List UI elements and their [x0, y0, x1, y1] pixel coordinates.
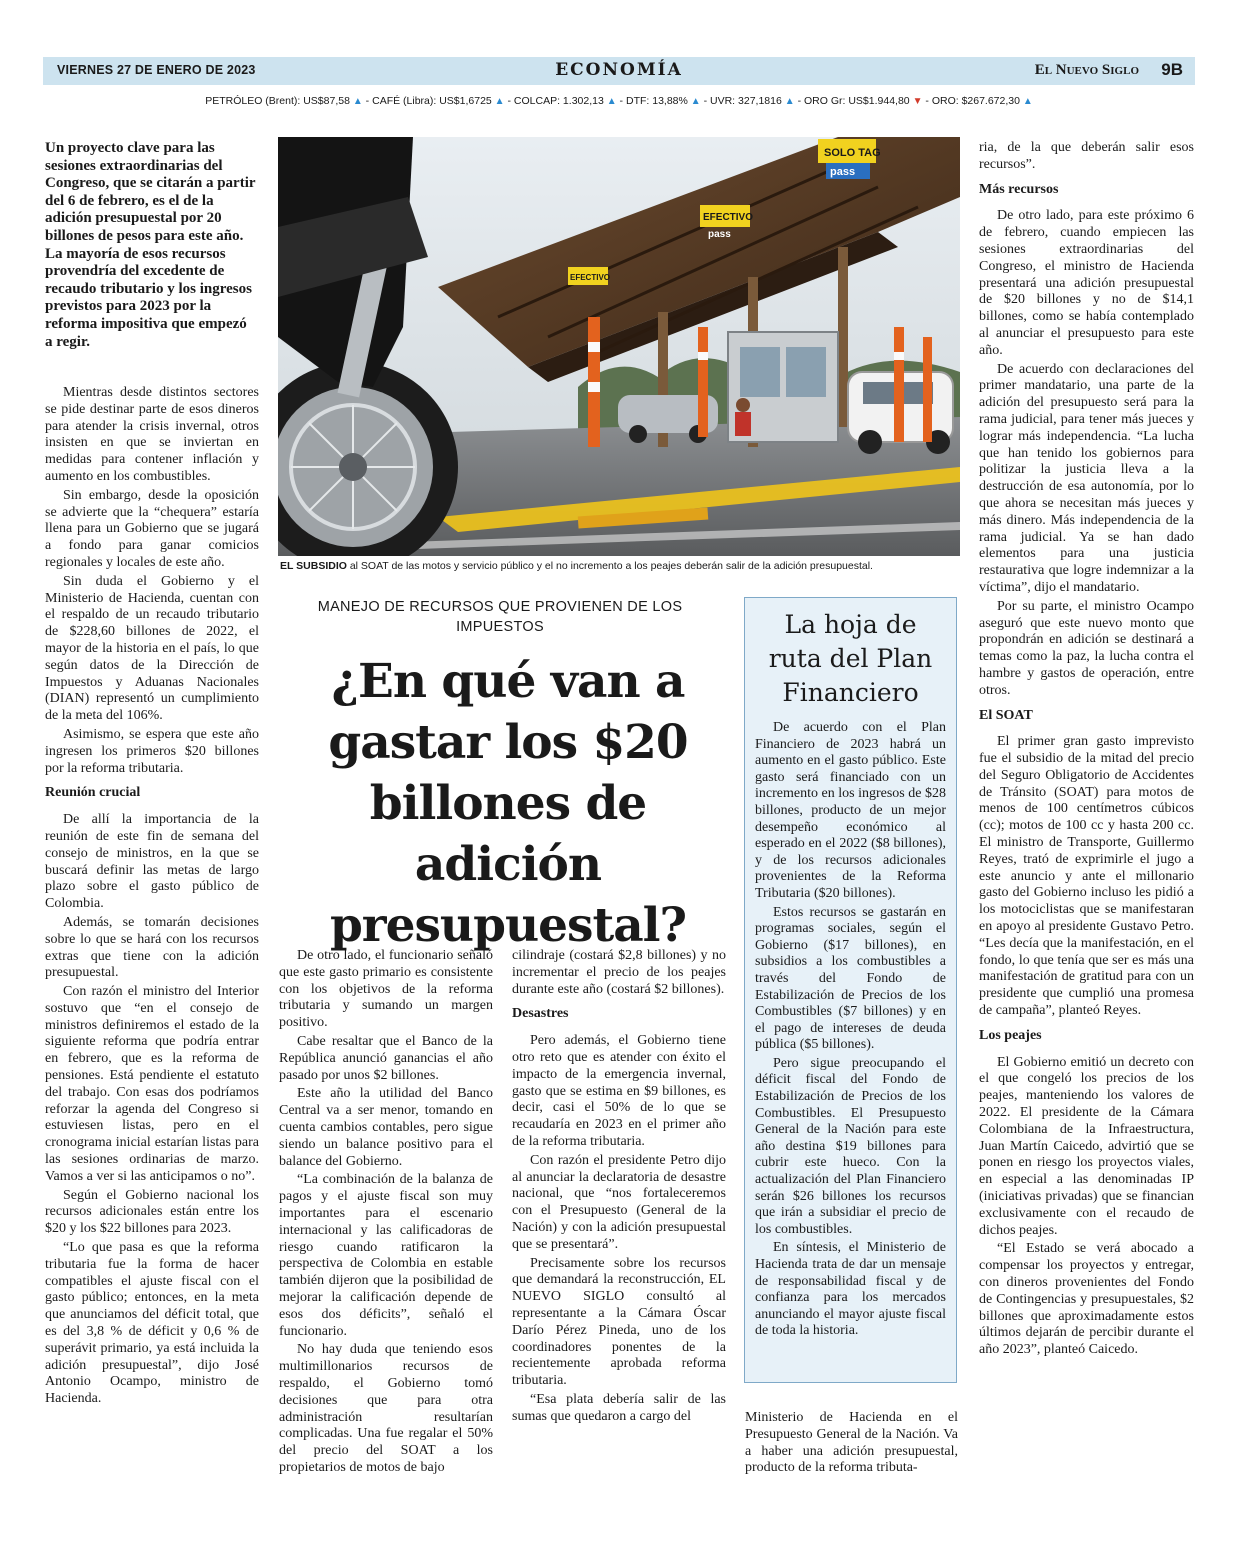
paragraph: El primer gran gasto imprevisto fue el subsidio de la mitad del precio del Seguro Obligatorio de Accidentes de Tránsito (SOAT) para motos de menos de 100 centímetros cúbicos (cc); motos de 100 cc y hasta 200 cc. El ministro de Transporte, Guillermo Reyes, trató de exprimirle el jugo a este anuncio y ante el millonario gasto del Gobierno incluso les pidió a los motociclistas que se manifestaran en apoyo al presidente Gustavo Petro. “Les decía que la manifestación, en el fondo, lo que tenía que ser es más una manifestación de gratitud para con un presidente que cumplió una promesa de campaña”, planteó Reyes. — [979, 734, 1194, 1019]
paragraph: Cabe resaltar que el Banco de la República anunció ganancias el año pasado por unos $2 billones. — [279, 1033, 493, 1083]
ticker-item: ORO Gr: US$1.944,80 ▼ — [804, 95, 923, 107]
photo-caption — [280, 560, 960, 572]
sidebar-title: La hoja de ruta del Plan Financiero — [768, 610, 933, 707]
paragraph: Estos recursos se gastarán en programas sociales, según el Gobierno ($17 billones), en subsidios a los combustibles a través del Fondo de Estabilización de Precios de los Combustibles ($7 billones) y en el pago de intereses de deuda pública ($5 billones). — [755, 904, 946, 1053]
paragraph: El Gobierno emitió un decreto con el que congeló los precios de los peajes, manteniendo los valores de 2022. El presidente de la Cámara Colombiana de la Infraestructura, Juan Martín Caicedo, advirtió que se ponen en riesgo los proyectos viales, en especial a las denominadas IP (iniciativas privadas) que se financian exclusivamente con el recaudo de dichos peajes. — [979, 1054, 1194, 1238]
paragraph: De allí la importancia de la reunión de este fin de semana del consejo de ministros, en la que se buscará definir las metas de largo plazo sobre el gasto público de Colombia. — [45, 812, 259, 912]
svg-text:pass: pass — [830, 166, 856, 178]
arrow-up-icon: ▲ — [784, 96, 795, 107]
sidebar-box — [744, 597, 957, 1383]
headline: ¿En qué van a gastar los $20 billones de adición presupuestal? — [328, 654, 688, 953]
ticker-item: UVR: 327,1816 ▲ — [710, 95, 795, 107]
subheading: Reunión crucial — [45, 785, 141, 801]
page-number: 9B — [1161, 60, 1183, 79]
svg-text:SOLO TAG: SOLO TAG — [824, 147, 881, 159]
toll-booth-illustration — [278, 137, 960, 556]
article-column-2 — [279, 948, 493, 1479]
caption-text: al SOAT de las motos y servicio público y el no incremento a los peajes deberán salir de la adición presupuestal. — [346, 560, 873, 572]
ticker-item: DTF: 13,88% ▲ — [625, 95, 701, 107]
header-bar — [43, 57, 1195, 85]
arrow-up-icon: ▲ — [494, 96, 505, 107]
paragraph: cilindraje (costará $2,8 billones) y no incrementar el precio de los peajes durante este año (costará $2 billones). — [512, 948, 726, 997]
issue-date: VIERNES 27 DE ENERO DE 2023 — [57, 63, 256, 77]
paragraph: De otro lado, para este próximo 6 de febrero, cuando empiecen las sesiones extraordinarias del Congreso, el ministro de Hacienda presentará una adición presupuestal de $20 billones y no de $14,1 billones, como se había contemplado al anunciar el presupuesto para este año. — [979, 208, 1194, 358]
arrow-up-icon: ▲ — [690, 96, 701, 107]
headline-kicker: MANEJO DE RECURSOS QUE PROVIENEN DE LOS IMPUESTOS — [317, 599, 683, 635]
paragraph: Además, se tomarán decisiones sobre lo que se hará con los recursos extras que tiene con la adición presupuestal. — [45, 914, 259, 981]
paragraph: Mientras desde distintos sectores se pide destinar parte de esos dineros para atender la crisis invernal, otros insisten en que se inviertan en medidas para contener inflación y aumento en los combustibles. — [45, 385, 259, 484]
article-lead: Un proyecto clave para las sesiones extraordinarias del Congreso, que se citarán a partir del 6 de febrero, es el de la adición presupuestal por 20 billones de pesos para este año. La mayoría de esos recursos provendría del excedente de recaudo tributario y los ingresos previstos para 2023 por la reforma impositiva que empezó a regir. — [45, 140, 256, 350]
paragraph: Según el Gobierno nacional los recursos adicionales están entre los $20 y los $22 billones para 2023. — [45, 1187, 259, 1237]
paragraph: No hay duda que teniendo esos multimillonarios recursos de respaldo, el Gobierno tomó decisiones que para otra administración resultarían complicadas. Una fue regalar el 50% del precio del SOAT a los propietarios de motos de bajo — [279, 1342, 493, 1475]
paragraph: Precisamente sobre los recursos que demandará la reconstrucción, EL NUEVO SIGLO consultó al representante a la Cámara Óscar Darío Pérez Pineda, uno de los coordinadores ponentes de la recientemente aprobada reforma tributaria. — [512, 1255, 726, 1389]
ticker-item: CAFÉ (Libra): US$1,6725 ▲ — [372, 95, 505, 107]
paragraph: En síntesis, el Ministerio de Hacienda trata de dar un mensaje de responsabilidad fiscal y de confianza para los mercados anunciando el mayor ajuste fiscal de toda la historia. — [755, 1240, 946, 1339]
svg-text:pass: pass — [708, 229, 731, 240]
svg-text:EFECTIVO: EFECTIVO — [570, 273, 611, 282]
paragraph: “Esa plata debería salir de las sumas que quedaron a cargo del — [512, 1391, 726, 1424]
paragraph: “La combinación de la balanza de pagos y el ajuste fiscal son muy importantes para el escenario internacional y las calificadoras de riesgo cuando ratificaron la perspectiva de Colombia en estable también dijeron que la posibilidad de mejorar la calificación depende de esos dos déficits”, señaló el funcionario. — [279, 1172, 493, 1339]
subheading: El SOAT — [979, 707, 1033, 723]
paragraph: Con razón el ministro del Interior sostuvo que “en el consejo de ministros definiremos el estado de la siguiente reforma que podría entrar en febrero, que es la reforma de pensiones. Está pendiente el estatuto del trabajo. Con esas dos podríamos reforzar la agenda del Congreso si estuviesen listas, pero en el cronograma inicial estarían listas para las sesiones ordinarias de marzo. Vamos a ver si las anticipamos o no”. — [45, 984, 259, 1184]
ticker-item: COLCAP: 1.302,13 ▲ — [513, 95, 617, 107]
svg-text:EFECTIVO: EFECTIVO — [703, 212, 754, 223]
paragraph: Ministerio de Hacienda en el Presupuesto General de la Nación. Va a haber una adición presupuestal, producto de la reforma tributa- — [745, 1410, 958, 1476]
article-column-3 — [512, 948, 726, 1428]
paragraph: ria, de la que deberán salir esos recursos”. — [979, 140, 1194, 172]
article-column-1 — [45, 385, 259, 1410]
subheading: Más recursos — [979, 181, 1059, 197]
paragraph: Por su parte, el ministro Ocampo aseguró que este nuevo monto que propondrán en adición se destinará a temas como la paz, la lucha contra el hambre y gastos de operación, entre otros. — [979, 598, 1194, 698]
paragraph: De acuerdo con declaraciones del primer mandatario, una parte de la adición del presupuesto será para la rama judicial, para tener más jueces y lograr más independencia. “La lucha que han tenido los gobiernos para politizar la justicia lleva a la destrucción de esa autonomía, por lo que ahora se necesitan más jueces y más dinero. Más independencia de la rama judicial. Ya se han dado elementos para una justicia restaurativa que logre indemnizar a la víctima”, dijo el mandatario. — [979, 361, 1194, 595]
arrow-down-icon: ▼ — [912, 96, 923, 107]
subheading: Los peajes — [979, 1027, 1042, 1043]
paragraph: De otro lado, el funcionario señaló que este gasto primario es consistente con los objetivos de la reforma tributaria y sumando un margen positivo. — [279, 948, 493, 1031]
paragraph: “Lo que pasa es que la reforma tributaria fue la forma de hacer compatibles el ajuste fiscal con el gasto público; entonces, en la meta que anunciamos del déficit total, que es del 3,8 % de déficit y 0,6 % de superávit primario, ya está incluida la adición presupuestal”, dijo José Antonio Ocampo, ministro de Hacienda. — [45, 1240, 259, 1407]
ticker-item: PETRÓLEO (Brent): US$87,58 ▲ — [205, 95, 363, 107]
article-photo — [278, 137, 960, 556]
caption-lead: EL SUBSIDIO — [280, 560, 347, 572]
paragraph: Asimismo, se espera que este año ingresen los primeros $20 billones por la reforma tributaria. — [45, 726, 259, 776]
paragraph: Pero sigue preocupando el déficit fiscal del Fondo de Estabilización de Precios de los Combustibles. El Presupuesto General de la Nación para este año destina $19 billones para cubrir este hueco. Con la actualización del Plan Financiero serán $26 billones los recursos que irán a subsidiar el precio de los combustibles. — [755, 1055, 946, 1237]
sidebar-body — [755, 720, 946, 1340]
paragraph: Este año la utilidad del Banco Central va a ser menor, tomando en cuenta cambios contables, pero sigue siendo un balance positivo para el balance del Gobierno. — [279, 1086, 493, 1169]
paragraph: “El Estado se verá abocado a compensar los proyectos y entregar, con dineros provenientes del Fondo de Contingencias y presupuestales, $2 billones que aproximadamente estos últimos dejarán de percibir durante el año 2023”, planteó Caicedo. — [979, 1241, 1194, 1358]
market-ticker: PETRÓLEO (Brent): US$87,58 ▲ - CAFÉ (Libra): US$1,6725 ▲ - COLCAP: 1.302,13 ▲ - DTF: 13,88% ▲ - UVR: 327,1816 ▲ - ORO Gr: US$1.944,80 ▼ - ORO: $267.672,30 ▲ — [205, 95, 1033, 107]
arrow-up-icon: ▲ — [606, 96, 617, 107]
section-title: ECONOMÍA — [555, 60, 683, 80]
paragraph: Sin embargo, desde la oposición se advierte que la “chequera” estaría llena para un Gobierno que se jugará a fondo para ganar comicios regionales y locales de este año. — [45, 487, 259, 570]
ticker-item: ORO: $267.672,30 ▲ — [931, 95, 1033, 107]
arrow-up-icon: ▲ — [1022, 96, 1033, 107]
arrow-up-icon: ▲ — [352, 96, 363, 107]
paragraph: Pero además, el Gobierno tiene otro reto que es atender con éxito el impacto de la emergencia invernal, gasto que se estima en $9 billones, es decir, casi el 50% de lo que se recaudaría en 2023 en el primer año de la reforma tributaria. — [512, 1033, 726, 1149]
paragraph: Sin duda el Gobierno y el Ministerio de Hacienda, cuentan con el respaldo de un recaudo tributario de $228,60 billones de 2022, el mayor de la historia en el país, lo que según datos de la Dirección de Impuestos y Aduanas Nacionales (DIAN) representó un cumplimiento de la meta del 106%. — [45, 573, 259, 724]
article-column-4 — [745, 1410, 958, 1479]
paragraph: De acuerdo con el Plan Financiero de 2023 habrá un aumento en el gasto público. Este gasto será financiado con un incremento en los ingresos de $28 billones, producto de un mejor desempeño económico al esperado en el 2022 ($8 billones), y de los recursos adicionales provenientes de la Reforma Tributaria ($20 billones). — [755, 720, 946, 901]
newspaper-name: El Nuevo Siglo — [1034, 62, 1139, 78]
article-column-5 — [979, 140, 1194, 1361]
paragraph: Con razón el presidente Petro dijo al anunciar la declaratoria de desastre nacional, que “nos fortaleceremos con el Presupuesto (General de la Nación) y con la adición presupuestal que se presentará”. — [512, 1152, 726, 1252]
subheading: Desastres — [512, 1006, 569, 1022]
